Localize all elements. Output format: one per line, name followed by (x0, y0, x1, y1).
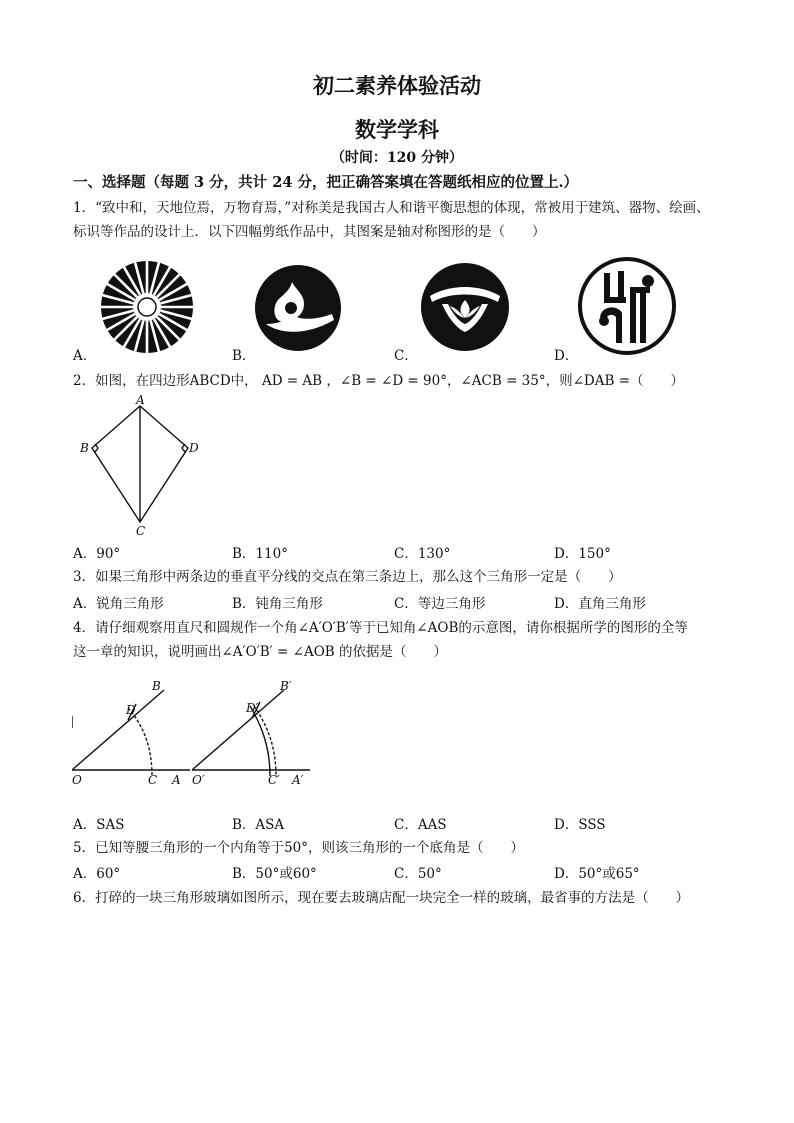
water-drop-papercut-icon (254, 264, 342, 352)
question-6-text: 6．打碎的一块三角形玻璃如图所示，现在要去玻璃店配一块完全一样的玻璃，最省事的方法是（ ） (73, 890, 690, 906)
q2-option-b[interactable]: B．110° (232, 546, 288, 562)
figure-label-c: C (136, 524, 146, 536)
figure-label-d: D (189, 441, 199, 455)
quadrilateral-abcd-figure (76, 394, 204, 536)
question-4-line-1: 4．请仔细观察用直尺和圆规作一个角∠A′O′B′等于已知角∠AOB的示意图，请你根据所学的图形的全等 (73, 620, 688, 636)
fig2-label-o: O′ (192, 773, 205, 787)
q4-option-c[interactable]: C．AAS (394, 817, 447, 833)
lotus-papercut-icon (420, 262, 510, 352)
question-5-text: 5．已知等腰三角形的一个内角等于50°，则该三角形的一个底角是（ ） (73, 840, 525, 856)
question-3-text: 3．如果三角形中两条边的垂直平分线的交点在第三条边上，那么这个三角形一定是（ ） (73, 569, 622, 585)
fig2-label-b: B′ (280, 679, 292, 693)
q3-option-d[interactable]: D．直角三角形 (554, 596, 646, 612)
q3-option-c[interactable]: C．等边三角形 (394, 596, 486, 612)
q2-option-a[interactable]: A．90° (73, 546, 121, 562)
q5-option-b[interactable]: B．50°或60° (232, 866, 317, 882)
sunburst-papercut-icon (100, 260, 194, 354)
q2-option-d[interactable]: D．150° (554, 546, 611, 562)
fig1-label-d: D (126, 703, 136, 717)
figure-papercut-icon (578, 257, 676, 355)
fig1-label-a: A (172, 773, 181, 787)
subject-title: 数学学科 (355, 117, 439, 142)
angle-aob-figure (72, 676, 192, 788)
fig1-label-c: C (148, 773, 158, 787)
exam-time: （时间：120 分钟） (330, 150, 464, 166)
q1-option-a[interactable]: A． (73, 348, 97, 364)
q5-option-c[interactable]: C．50° (394, 866, 442, 882)
question-1-line-2: 标识等作品的设计上．以下四幅剪纸作品中，其图案是轴对称图形的是（ ） (73, 224, 546, 240)
q4-option-a[interactable]: A．SAS (73, 817, 125, 833)
question-2-text: 2．如图，在四边形ABCD中， AD = AB ，∠B = ∠D = 90°，∠ACB = 35°，则∠DAB =（ ） (73, 373, 685, 389)
q3-option-a[interactable]: A．锐角三角形 (73, 596, 164, 612)
q1-option-c[interactable]: C． (394, 348, 418, 364)
q4-option-d[interactable]: D．SSS (554, 817, 606, 833)
figure-label-a: A (136, 394, 145, 407)
fig2-label-a: A′ (292, 773, 304, 787)
fig1-label-o: O (72, 773, 82, 787)
fig2-label-d: D′ (246, 701, 259, 715)
fig2-label-c: C′ (268, 773, 280, 787)
q4-option-b[interactable]: B．ASA (232, 817, 285, 833)
q3-option-b[interactable]: B．钝角三角形 (232, 596, 323, 612)
q1-option-b[interactable]: B． (232, 348, 256, 364)
angle-aprime-oprime-bprime-figure (188, 676, 318, 788)
q5-option-a[interactable]: A．60° (73, 866, 121, 882)
question-1-line-1: 1．“致中和，天地位焉，万物育焉，”对称美是我国古人和谐平衡思想的体现，常被用于建筑、器物、绘画、 (73, 200, 710, 216)
figure-label-b: B (80, 441, 89, 455)
question-4-line-2: 这一章的知识，说明画出∠A′O′B′ = ∠AOB 的依据是（ ） (73, 644, 447, 660)
q1-option-d[interactable]: D． (554, 348, 579, 364)
fig1-label-b: B (152, 679, 161, 693)
section-heading: 一、选择题（每题 3 分，共计 24 分，把正确答案填在答题纸相应的位置上.） (73, 174, 579, 191)
q5-option-d[interactable]: D．50°或65° (554, 866, 640, 882)
page-title: 初二素养体验活动 (313, 73, 481, 98)
q2-option-c[interactable]: C．130° (394, 546, 451, 562)
